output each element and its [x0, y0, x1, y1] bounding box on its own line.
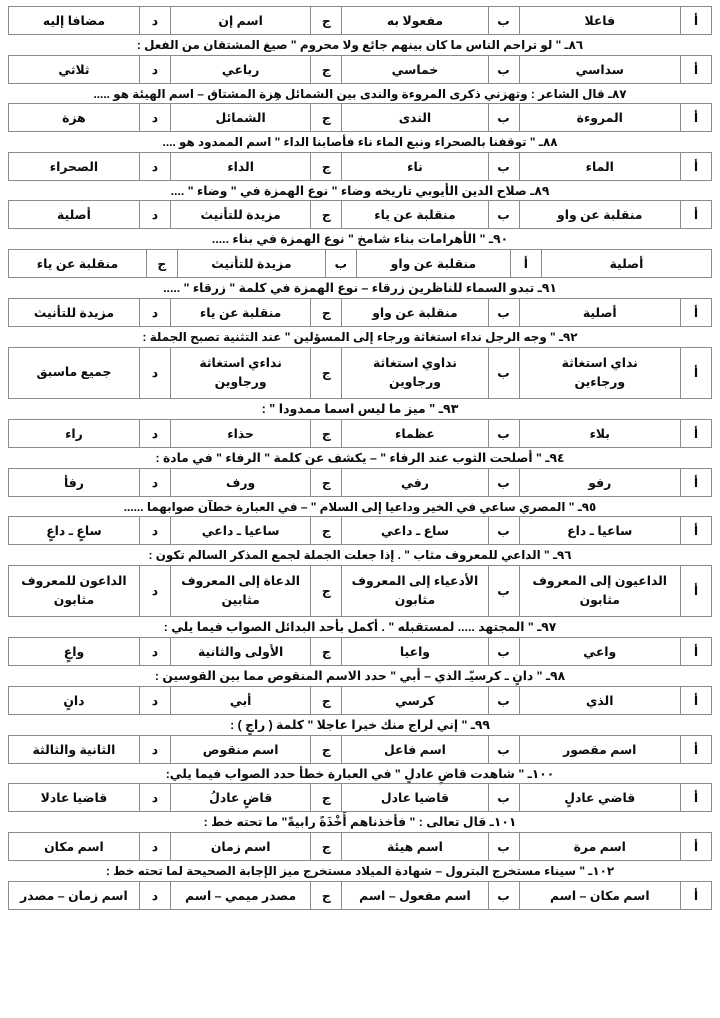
- option-letter: ب: [488, 686, 519, 714]
- option-answer[interactable]: خماسي: [342, 55, 488, 83]
- option-letter: د: [139, 833, 170, 861]
- option-letter: ب: [488, 881, 519, 909]
- table-row: [9, 55, 712, 83]
- option-answer[interactable]: الثانية والثالثة: [9, 735, 140, 763]
- option-letter: أ: [681, 7, 712, 35]
- option-letter: ج: [311, 419, 342, 447]
- option-letter: ج: [311, 104, 342, 132]
- question-text: ٨٨ـ " توقفنا بالصحراء ونبع الماء ناء فأصابنا الداء " اسم الممدود هو ....: [162, 135, 558, 149]
- option-letter: أ: [681, 468, 712, 496]
- option-answer[interactable]: قاضيا عادلا: [9, 784, 140, 812]
- option-answer[interactable]: واعيا: [342, 637, 488, 665]
- option-letter: د: [139, 784, 170, 812]
- question-text: ١٠١ـ قال تعالى : " فأخذناهم أَخْذَةً رابيةً" ما تحته خط :: [203, 815, 517, 830]
- options-row: [8, 516, 712, 545]
- option-letter: ج: [311, 686, 342, 714]
- option-answer[interactable]: أبي: [170, 686, 310, 714]
- options-row: [8, 55, 712, 84]
- option-answer[interactable]: ساع ـ داعي: [342, 517, 488, 545]
- option-answer[interactable]: اسم إن: [170, 7, 310, 35]
- option-answer[interactable]: ناء: [342, 152, 488, 180]
- option-letter: ج: [311, 517, 342, 545]
- option-answer[interactable]: ورف: [170, 468, 310, 496]
- option-answer[interactable]: قاضي عادلٍ: [519, 784, 680, 812]
- option-answer[interactable]: ساعيا ـ داعي: [170, 517, 310, 545]
- option-letter: ج: [311, 881, 342, 909]
- option-answer[interactable]: حذاء: [170, 419, 310, 447]
- options-row: [8, 249, 712, 278]
- table-row: [9, 833, 712, 861]
- option-answer[interactable]: منقلبة عن ياء: [9, 250, 147, 278]
- option-letter: ج: [311, 468, 342, 496]
- options-row: [8, 419, 712, 448]
- option-letter: د: [139, 104, 170, 132]
- option-answer[interactable]: واعٍ: [9, 637, 140, 665]
- question-text: ٨٧ـ قال الشاعر : وتهزني ذكرى المروءة والندى بين الشمائل هِزة المشتاق – اسم الهيئة هو .....: [93, 86, 627, 101]
- option-letter: ج: [311, 565, 342, 616]
- option-letter: د: [139, 565, 170, 616]
- option-answer[interactable]: سداسي: [519, 55, 680, 83]
- options-row: [8, 783, 712, 812]
- option-answer[interactable]: اسم مكان – اسم: [519, 881, 680, 909]
- options-row: [8, 468, 712, 497]
- option-answer[interactable]: منقلبة عن ياء: [170, 299, 310, 327]
- option-answer[interactable]: نداي استغاثة ورجاءين: [519, 347, 680, 398]
- option-letter: ب: [488, 468, 519, 496]
- option-answer[interactable]: أصلية: [541, 250, 711, 278]
- option-answer[interactable]: الذي: [519, 686, 680, 714]
- option-letter: أ: [681, 152, 712, 180]
- options-row: [8, 832, 712, 861]
- option-letter: ب: [488, 104, 519, 132]
- option-letter: د: [139, 299, 170, 327]
- option-answer[interactable]: منقلبة عن واو: [356, 250, 510, 278]
- option-letter: أ: [681, 833, 712, 861]
- option-answer[interactable]: الصحراء: [9, 152, 140, 180]
- option-letter: د: [139, 419, 170, 447]
- option-answer[interactable]: هزة: [9, 104, 140, 132]
- option-answer[interactable]: بلاء: [519, 419, 680, 447]
- table-row: [9, 565, 712, 616]
- option-answer[interactable]: نداءي استغاثة ورجاوين: [170, 347, 310, 398]
- option-answer[interactable]: الماء: [519, 152, 680, 180]
- options-row: [8, 200, 712, 229]
- option-letter: أ: [681, 735, 712, 763]
- option-answer[interactable]: جميع ماسبق: [9, 347, 140, 398]
- option-letter: د: [139, 468, 170, 496]
- option-letter: ج: [311, 7, 342, 35]
- option-answer[interactable]: كرسي: [342, 686, 488, 714]
- option-answer[interactable]: مضافا إليه: [9, 7, 140, 35]
- table-row: [9, 468, 712, 496]
- table-row: [9, 637, 712, 665]
- question-text: ٩٠ـ " الأهرامات بناء شامخ " نوع الهمزة في بناء .....: [211, 232, 509, 247]
- table-row: [9, 299, 712, 327]
- option-letter: ب: [488, 565, 519, 616]
- option-letter: ج: [311, 347, 342, 398]
- option-letter: ب: [488, 419, 519, 447]
- option-answer[interactable]: اسم مقصور: [519, 735, 680, 763]
- option-letter: أ: [681, 881, 712, 909]
- option-answer[interactable]: الأولى والثانية: [170, 637, 310, 665]
- option-letter: د: [139, 517, 170, 545]
- option-answer[interactable]: رفأ: [9, 468, 140, 496]
- option-answer[interactable]: مزيدة للتأنيث: [9, 299, 140, 327]
- option-answer[interactable]: منقلبة عن واو: [519, 201, 680, 229]
- option-answer[interactable]: الداعون للمعروف مثابون: [9, 565, 140, 616]
- table-row: [9, 419, 712, 447]
- option-answer[interactable]: رباعي: [170, 55, 310, 83]
- option-letter: أ: [681, 55, 712, 83]
- options-row: [8, 298, 712, 327]
- option-letter: ج: [311, 637, 342, 665]
- option-letter: د: [139, 637, 170, 665]
- table-row: [9, 784, 712, 812]
- options-row: [8, 103, 712, 132]
- option-answer[interactable]: اسم فاعل: [342, 735, 488, 763]
- option-answer[interactable]: اسم منقوص: [170, 735, 310, 763]
- question-text: ٩٢ـ " وجه الرجل نداء استغاثة ورجاء إلى المسؤلين " عند التثنية تصبح الجملة :: [142, 330, 578, 345]
- options-row: [8, 735, 712, 764]
- options-row: [8, 152, 712, 181]
- option-answer[interactable]: اسم زمان – مصدر: [9, 881, 140, 909]
- option-letter: د: [139, 686, 170, 714]
- table-row: [9, 7, 712, 35]
- option-answer[interactable]: منقلبة عن ياء: [342, 201, 488, 229]
- question-text: ٩٩ـ " إني لراج منك خيرا عاجلا " كلمة ( راجٍ ) :: [230, 717, 490, 732]
- table-row: [9, 104, 712, 132]
- option-answer[interactable]: ساعٍ ـ داعٍ: [9, 517, 140, 545]
- option-answer[interactable]: الداء: [170, 152, 310, 180]
- option-letter: ج: [311, 784, 342, 812]
- option-letter: ب: [488, 735, 519, 763]
- exam-sheet: [0, 6, 720, 910]
- options-row: [8, 6, 712, 35]
- table-row: [9, 735, 712, 763]
- option-answer[interactable]: اسم هيئة: [342, 833, 488, 861]
- option-letter: أ: [510, 250, 541, 278]
- option-answer[interactable]: نداوي استغاثة ورجاوين: [342, 347, 488, 398]
- option-letter: أ: [681, 104, 712, 132]
- option-answer[interactable]: مصدر ميمي – اسم: [170, 881, 310, 909]
- table-row: [9, 517, 712, 545]
- option-answer[interactable]: منقلبة عن واو: [342, 299, 488, 327]
- option-answer[interactable]: واعي: [519, 637, 680, 665]
- option-letter: ج: [311, 201, 342, 229]
- option-letter: ب: [325, 250, 356, 278]
- option-letter: أ: [681, 299, 712, 327]
- option-answer[interactable]: اسم مكان: [9, 833, 140, 861]
- option-answer[interactable]: أصلية: [9, 201, 140, 229]
- option-answer[interactable]: قاضٍ عادلُ: [170, 784, 310, 812]
- option-answer[interactable]: مفعولا به: [342, 7, 488, 35]
- option-letter: أ: [681, 201, 712, 229]
- options-row: [8, 686, 712, 715]
- option-answer[interactable]: اسم زمان: [170, 833, 310, 861]
- option-answer[interactable]: ثلاثي: [9, 55, 140, 83]
- option-answer[interactable]: مزيدة للتأنيث: [170, 201, 310, 229]
- question-text: ٩٥ـ " المصري ساعي في الخير وداعيا إلى السلام " – في العبارة خطآن صوابهما ......: [123, 499, 597, 514]
- question-text: ١٠٢ـ " سيناء مستخرج البترول – شهادة الميلاد مستخرج ميز الإجابة الصحيحة لما تحته خط :: [105, 864, 615, 879]
- option-letter: ب: [488, 55, 519, 83]
- option-letter: أ: [681, 637, 712, 665]
- option-answer[interactable]: قاضيا عادل: [342, 784, 488, 812]
- option-letter: أ: [681, 565, 712, 616]
- option-letter: ب: [488, 7, 519, 35]
- option-letter: ب: [488, 517, 519, 545]
- option-letter: ب: [488, 152, 519, 180]
- options-row: [8, 881, 712, 910]
- option-letter: ج: [311, 833, 342, 861]
- option-letter: ب: [488, 637, 519, 665]
- option-letter: ب: [488, 201, 519, 229]
- question-text: ٩٣ـ " ميز ما ليس اسما ممدودا " :: [261, 401, 459, 416]
- options-row: [8, 347, 712, 399]
- option-answer[interactable]: اسم مرة: [519, 833, 680, 861]
- question-text: ١٠٠ـ " شاهدت قاضٍ عادلٍ " في العبارة خطأ حدد الصواب فيما يلي:: [165, 766, 555, 781]
- option-answer[interactable]: أصلية: [519, 299, 680, 327]
- option-answer[interactable]: الشمائل: [170, 104, 310, 132]
- option-letter: د: [139, 201, 170, 229]
- table-row: [9, 347, 712, 398]
- option-answer[interactable]: رفو: [519, 468, 680, 496]
- option-letter: أ: [681, 517, 712, 545]
- option-answer[interactable]: الندى: [342, 104, 488, 132]
- question-text: ٩٦ـ " الداعي للمعروف مثاب " . إذا جعلت الجملة لجمع المذكر السالم تكون :: [148, 548, 572, 563]
- option-answer[interactable]: مزيدة للتأنيث: [177, 250, 325, 278]
- option-answer[interactable]: رفي: [342, 468, 488, 496]
- table-row: [9, 201, 712, 229]
- table-row: [9, 250, 712, 278]
- table-row: [9, 881, 712, 909]
- option-letter: ج: [311, 55, 342, 83]
- option-letter: د: [139, 347, 170, 398]
- option-letter: أ: [681, 686, 712, 714]
- option-answer[interactable]: ساعيا ـ داع: [519, 517, 680, 545]
- option-letter: د: [139, 735, 170, 763]
- option-answer[interactable]: عظماء: [342, 419, 488, 447]
- question-text: ٨٩ـ صلاح الدين الأيوبي تاريخه وضاء " نوع الهمزة في " وضاء " ....: [170, 183, 550, 198]
- option-letter: أ: [681, 784, 712, 812]
- options-row: [8, 637, 712, 666]
- question-text: ٩١ـ تبدو السماء للناظرين زرقاء – نوع الهمزة في كلمة " زرقاء " .....: [163, 281, 557, 296]
- table-row: [9, 152, 712, 180]
- question-text: ٩٧ـ " المجتهد ..... لمستقبله " . أكمل بأحد البدائل الصواب فيما يلي :: [163, 619, 557, 634]
- option-answer[interactable]: الأدعياء إلى المعروف مثابون: [342, 565, 488, 616]
- question-text: ٨٦ـ " لو تراحم الناس ما كان بينهم جائع ولا محروم " صيغ المشتقان من الفعل :: [136, 38, 584, 52]
- option-letter: ب: [488, 299, 519, 327]
- option-answer[interactable]: الداعيون إلى المعروف مثابون: [519, 565, 680, 616]
- option-answer[interactable]: اسم مفعول – اسم: [342, 881, 488, 909]
- option-letter: د: [139, 881, 170, 909]
- option-answer[interactable]: الدعاة إلى المعروف مثابين: [170, 565, 310, 616]
- option-letter: ب: [488, 347, 519, 398]
- option-letter: د: [139, 55, 170, 83]
- option-letter: ب: [488, 833, 519, 861]
- option-answer[interactable]: دانٍ: [9, 686, 140, 714]
- question-text: ٩٤ـ " أصلحت الثوب عند الرفاء " – يكشف عن كلمة " الرفاء " في مادة :: [155, 450, 565, 465]
- option-letter: د: [139, 7, 170, 35]
- question-text: ٩٨ـ " دانٍ ـ كرسيّـ الذي – أبي " حدد الاسم المنقوص مما بين القوسين :: [154, 668, 566, 683]
- option-answer[interactable]: المروءة: [519, 104, 680, 132]
- options-row: [8, 565, 712, 617]
- option-letter: ج: [311, 735, 342, 763]
- option-answer[interactable]: فاعلا: [519, 7, 680, 35]
- option-letter: ج: [311, 152, 342, 180]
- option-letter: أ: [681, 347, 712, 398]
- option-letter: ب: [488, 784, 519, 812]
- option-letter: ج: [146, 250, 177, 278]
- table-row: [9, 686, 712, 714]
- option-answer[interactable]: راء: [9, 419, 140, 447]
- option-letter: ج: [311, 299, 342, 327]
- option-letter: د: [139, 152, 170, 180]
- option-letter: أ: [681, 419, 712, 447]
